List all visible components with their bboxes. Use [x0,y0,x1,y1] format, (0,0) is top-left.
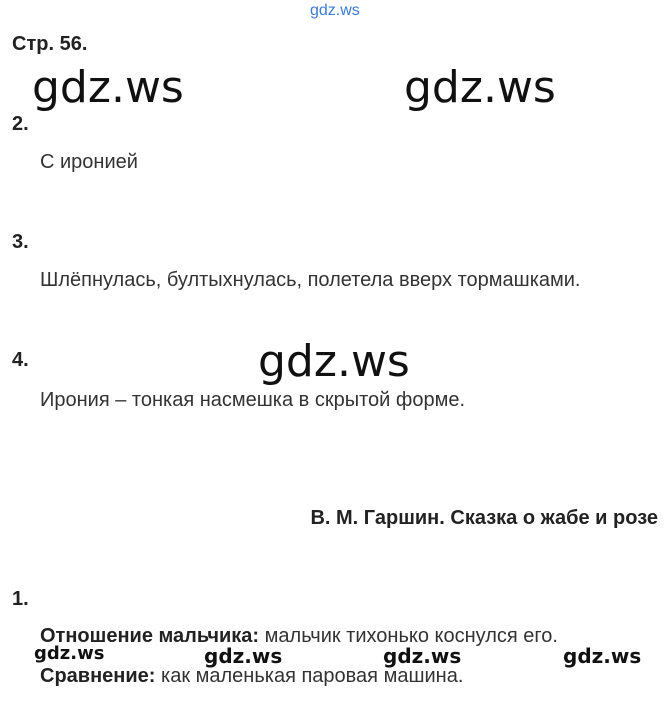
page-reference: Стр. 56. [12,33,88,55]
watermark-small-2: gdz.ws [204,644,283,668]
watermark-big-left: gdz.ws [32,62,184,113]
answer-line-label: Отношение мальчика: [40,625,260,647]
answer-line-value: мальчик тихонько коснулся его. [259,625,558,647]
answer-number-4: 4. [12,349,29,371]
answer-text-4: Ирония – тонкая насмешка в скрытой форме. [40,389,466,411]
answer-number-2: 2. [12,113,29,135]
answer-line-label: Сравнение: [40,665,156,687]
watermark-big-center: gdz.ws [258,336,410,387]
watermark-big-right: gdz.ws [404,62,556,113]
answer-line-value: как маленькая паровая машина. [155,665,464,687]
answer-text-3: Шлёпнулась, бултыхнулась, полетела вверх тормашками. [40,269,581,291]
watermark-small-1: gdz.ws [34,643,105,664]
answer-line-comparison [40,665,463,688]
answer-text-2: С иронией [40,151,138,173]
watermark-small-4: gdz.ws [563,644,642,668]
answer-number-3: 3. [12,231,29,253]
section-heading: В. М. Гаршин. Сказка о жабе и розе [310,507,658,529]
watermark-top: gdz.ws [310,2,360,19]
section-answer-number: 1. [12,588,29,610]
watermark-small-3: gdz.ws [383,644,462,668]
answer-line-attitude [40,625,558,648]
